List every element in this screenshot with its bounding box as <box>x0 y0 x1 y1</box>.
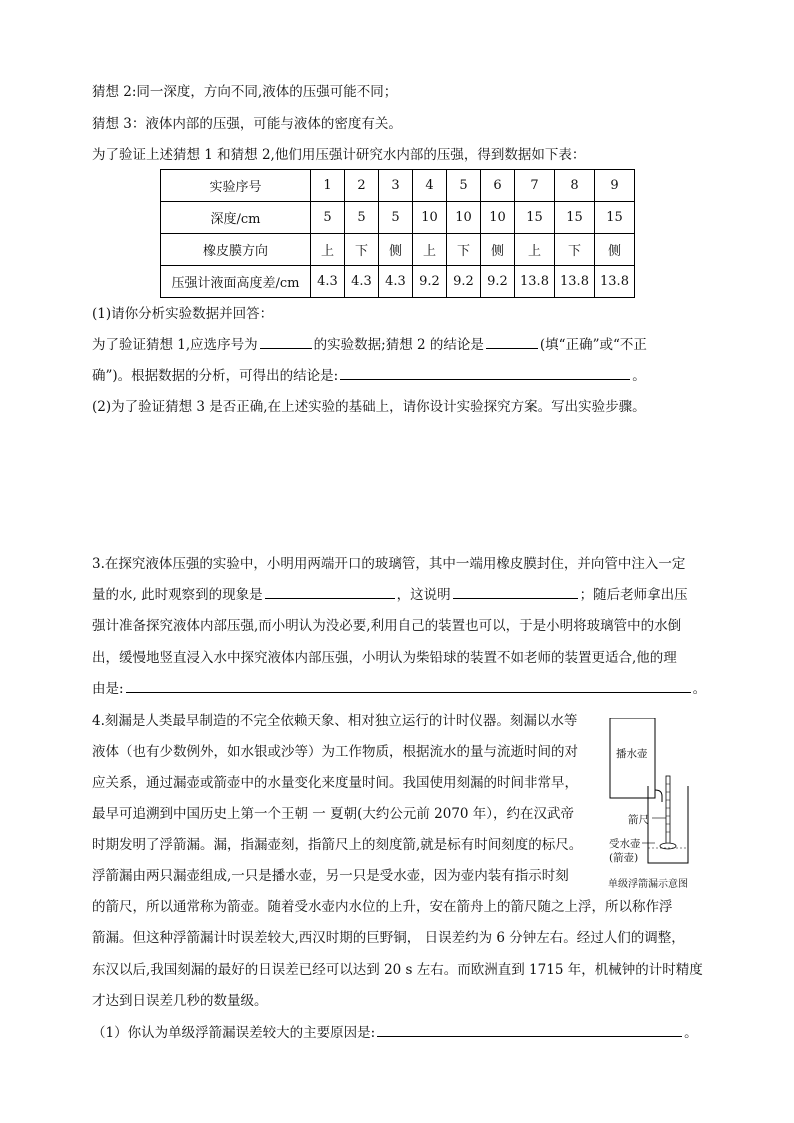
table-cell: 9.2 <box>413 266 447 298</box>
answer-blank[interactable] <box>340 367 630 380</box>
table-cell: 侧 <box>379 234 413 266</box>
table-cell: 10 <box>413 202 447 234</box>
problem-3-line-5: 由是: 。 <box>92 681 707 697</box>
water-clock-diagram <box>600 718 710 893</box>
problem-4-question-1: （1）你认为单级浮箭漏误差较大的主要原因是: 。 <box>92 1025 698 1041</box>
guess-2: 猜想 2:同一深度，方向不同,液体的压强可能不同； <box>92 84 398 100</box>
problem-4-line-8: 箭漏。但这种浮箭漏计时误差较大,西汉时期的巨野铜， 日误差约为 6 分钟左右。经过人们的调整， <box>92 930 685 946</box>
problem-4-line-5: 时期发明了浮箭漏。漏，指漏壶刻，指箭尺上的刻度箭,就是标有时间刻度的标尺。 <box>92 837 583 853</box>
table-cell: 10 <box>447 202 481 234</box>
data-table <box>160 169 635 298</box>
table-cell: 7 <box>515 170 555 202</box>
question-1-line-a: 为了验证猜想 1,应选序号为 的实验数据;猜想 2 的结论是 (填“正确”或“不正 <box>92 337 647 353</box>
table-cell: 上 <box>311 234 345 266</box>
table-cell: 8 <box>555 170 595 202</box>
table-header-cell: 压强计液面高度差/cm <box>161 266 311 298</box>
table-cell: 下 <box>447 234 481 266</box>
table-cell: 1 <box>311 170 345 202</box>
table-cell: 3 <box>379 170 413 202</box>
lower-vessel-sublabel: (箭壶) <box>609 852 639 864</box>
table-cell: 15 <box>595 202 635 234</box>
table-cell: 4.3 <box>379 266 413 298</box>
problem-3-line-4: 出，缓慢地竖直浸入水中探究液体内部压强，小明认为柴铅球的装置不如老师的装置更适合,他的理 <box>92 650 677 666</box>
table-cell: 13.8 <box>555 266 595 298</box>
table-cell: 15 <box>555 202 595 234</box>
table-cell: 9.2 <box>481 266 515 298</box>
table-cell: 5 <box>447 170 481 202</box>
answer-blank[interactable] <box>260 336 312 349</box>
ruler-label: 箭尺 <box>628 814 649 826</box>
table-cell: 9 <box>595 170 635 202</box>
problem-4-line-6: 浮箭漏由两只漏壶组成,一只是播水壶，另一只是受水壶，因为壶内装有指示时刻 <box>92 868 569 884</box>
table-cell: 4.3 <box>345 266 379 298</box>
table-row <box>161 202 635 234</box>
problem-4-line-9: 东汉以后,我国刻漏的最好的日误差已经可以达到 20 s 左右。而欧洲直到 1715 年，机械钟的计时精度 <box>92 962 703 978</box>
table-cell: 侧 <box>481 234 515 266</box>
question-1-line-b: 确”)。根据数据的分析，可得出的结论是: 。 <box>92 368 646 384</box>
table-cell: 5 <box>345 202 379 234</box>
problem-4-line-10: 才达到日误差几秒的数量级。 <box>92 993 268 1009</box>
table-cell: 9.2 <box>447 266 481 298</box>
table-cell: 下 <box>345 234 379 266</box>
table-cell: 15 <box>515 202 555 234</box>
table-cell: 6 <box>481 170 515 202</box>
table-cell: 13.8 <box>515 266 555 298</box>
problem-4-line-1: 4.刻漏是人类最早制造的不完全依赖天象、相对独立运行的计时仪器。刻漏以水等 <box>92 713 578 729</box>
table-intro: 为了验证上述猜想 1 和猜想 2,他们用压强计研究水内部的压强，得到数据如下表： <box>92 147 586 163</box>
problem-4-line-4: 最早可追溯到中国历史上第一个王朝 一 夏朝(大约公元前 2070 年），约在汉武帝 <box>92 806 575 822</box>
answer-blank[interactable] <box>453 586 578 599</box>
table-cell: 侧 <box>595 234 635 266</box>
table-header-cell: 深度/cm <box>161 202 311 234</box>
table-row <box>161 266 635 298</box>
table-cell: 上 <box>515 234 555 266</box>
table-cell: 上 <box>413 234 447 266</box>
table-cell: 5 <box>311 202 345 234</box>
table-cell: 下 <box>555 234 595 266</box>
table-cell: 2 <box>345 170 379 202</box>
problem-4-line-2: 液体（也有少数例外，如水银或沙等）为工作物质，根据流水的量与流逝时间的对 <box>92 744 578 760</box>
ruler-shape <box>666 776 670 844</box>
table-cell: 13.8 <box>595 266 635 298</box>
question-1-title: (1)请你分析实验数据并回答： <box>92 306 274 322</box>
problem-3-line-2: 量的水, 此时观察到的现象是 ，这说明 ；随后老师拿出压 <box>92 587 688 603</box>
problem-4-line-7: 的箭尺，所以通常称为箭壶。随着受水壶内水位的上升，安在箭舟上的箭尺随之上浮，所以称作浮 <box>92 899 673 915</box>
table-row <box>161 234 635 266</box>
table-cell: 4 <box>413 170 447 202</box>
problem-4-line-3: 应关系，通过漏壶或箭壶中的水量变化来度量时间。我国使用刻漏的时间非常早， <box>92 775 578 791</box>
table-cell: 10 <box>481 202 515 234</box>
problem-3-line-1: 3.在探究液体压强的实验中，小明用两端开口的玻璃管，其中一端用橡皮膜封住，并向管中注入一定 <box>92 556 686 572</box>
table-cell: 5 <box>379 202 413 234</box>
upper-vessel-label: 播水壶 <box>616 748 648 760</box>
answer-blank[interactable] <box>265 586 395 599</box>
answer-blank[interactable] <box>377 1024 682 1037</box>
lower-vessel-label: 受水壶 <box>609 838 641 850</box>
answer-blank[interactable] <box>126 680 691 693</box>
spout-shape <box>655 790 662 802</box>
figure-caption: 单级浮箭漏示意图 <box>608 879 688 890</box>
table-cell: 4.3 <box>311 266 345 298</box>
problem-3-line-3: 强计准备探究液体内部压强,而小明认为没必要,利用自己的装置也可以，于是小明将玻璃管中的水倒 <box>92 618 682 634</box>
guess-3: 猜想 3：液体内部的压强，可能与液体的密度有关。 <box>92 116 402 132</box>
table-row <box>161 170 635 202</box>
table-header-cell: 实验序号 <box>161 170 311 202</box>
question-2: (2)为了验证猜想 3 是否正确,在上述实验的基础上，请你设计实验探究方案。写出实验步骤。 <box>92 399 646 415</box>
answer-blank[interactable] <box>486 336 538 349</box>
water-clock-figure <box>600 718 710 893</box>
table-header-cell: 橡皮膜方向 <box>161 234 311 266</box>
